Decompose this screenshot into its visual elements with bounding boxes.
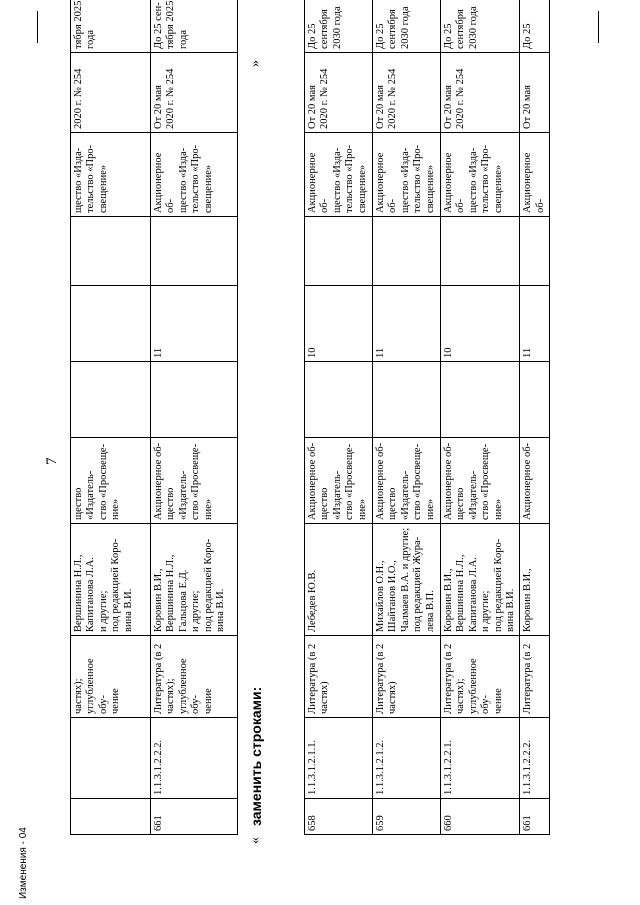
cell-num [71, 799, 151, 835]
cell-term: До 25 сентября 2030 года [441, 0, 520, 53]
cell-title: Литература (в 2 частях); углубленное обу- чение [441, 636, 520, 718]
cell-grade: 10 [305, 286, 373, 362]
cell-authors: Коровин В.И., Вершинина Н.Л., Капитанова Л.А. и другие; под редакцией Коро- вина В.И. [441, 524, 520, 636]
cell-empty [305, 362, 373, 438]
cell-code: 1.1.3.1.2.2.2. [151, 718, 238, 799]
cell-authors: Коровин В.И., Вершинина Н.Л., Гальцова Е.Д. и другие; под редакцией Коро- вина В.И. [151, 524, 238, 636]
cell-empty [520, 362, 550, 438]
cell-empty [520, 217, 550, 286]
cell-order: От 20 мая 2020 г. № 254 [305, 53, 373, 133]
cell-publisher: Акционерное об- щество «Издатель- ство «Просвеще- ние» [441, 438, 520, 524]
cell-authors: Лебедев Ю.В. [305, 524, 373, 636]
cell-order: 2020 г. № 254 [71, 53, 151, 133]
cell-grade: 11 [373, 286, 441, 362]
table-row [441, 0, 520, 835]
cell-title: Литература (в 2 [520, 636, 550, 718]
cell-rightholder: Акционерное об- щество «Изда- тельство «Про- свещение» [151, 133, 238, 217]
cell-code: 1.1.3.1.2.1.1. [305, 718, 373, 799]
table-row [520, 0, 550, 835]
cell-code: 1.1.3.1.2.1.2. [373, 718, 441, 799]
top-border-line [37, 11, 38, 43]
cell-empty [373, 362, 441, 438]
cell-title: Литература (в 2 частях) [305, 636, 373, 718]
cell-title: Литература (в 2 частях) [373, 636, 441, 718]
cell-order: От 20 мая 2020 г. № 254 [373, 53, 441, 133]
cell-num: 661 [520, 799, 550, 835]
cell-grade: 11 [520, 286, 550, 362]
cell-term: До 25 сентября 2030 года [305, 0, 373, 53]
table-continuation [70, 0, 238, 835]
cell-empty [71, 362, 151, 438]
opening-quote: « [248, 837, 263, 844]
cell-code: 1.1.3.1.2.2.2. [520, 718, 550, 799]
cell-authors: Коровин В.И., [520, 524, 550, 636]
table-row [373, 0, 441, 835]
cell-title: Литература (в 2 частях); углубленное обу- чение [151, 636, 238, 718]
cell-term: До 25 [520, 0, 550, 53]
cell-publisher: Акционерное об- щество «Издатель- ство «Просвеще- ние» [373, 438, 441, 524]
closing-quote: » [248, 60, 263, 67]
cell-term: До 25 сентября 2030 года [373, 0, 441, 53]
cell-authors: Михайлов О.Н., Шайтанов И.О., Чалмаев В.А. и другие; под редакцией Жура- лева В.П. [373, 524, 441, 636]
cell-order: От 20 мая 2020 г. № 254 [151, 53, 238, 133]
cell-rightholder: Акционерное об- щество «Изда- тельство «Про- свещение» [373, 133, 441, 217]
cell-publisher: Акционерное об- [520, 438, 550, 524]
table-replacement [304, 0, 550, 835]
cell-publisher: щество «Издатель- ство «Просвеще- ние» [71, 438, 151, 524]
cell-empty [441, 362, 520, 438]
cell-num: 658 [305, 799, 373, 835]
cell-publisher: Акционерное об- щество «Издатель- ство «Просвеще- ние» [151, 438, 238, 524]
cell-empty [305, 217, 373, 286]
cell-term: До 25 сен- тября 2025 года [151, 0, 238, 53]
cell-num: 660 [441, 799, 520, 835]
page-number: 7 [44, 457, 60, 465]
cell-title: частях); углубленное обу- чение [71, 636, 151, 718]
cell-grade [71, 286, 151, 362]
cell-empty [151, 362, 238, 438]
cell-empty [71, 217, 151, 286]
cell-publisher: Акционерное об- щество «Издатель- ство «Просвеще- ние» [305, 438, 373, 524]
cell-term: тября 2025 года [71, 0, 151, 53]
cell-num: 661 [151, 799, 238, 835]
cell-empty [373, 217, 441, 286]
cell-rightholder: Акционерное об- [520, 133, 550, 217]
cell-order: От 20 мая [520, 53, 550, 133]
cell-num: 659 [373, 799, 441, 835]
cell-rightholder: щество «Изда- тельство «Про- свещение» [71, 133, 151, 217]
table-row [305, 0, 373, 835]
cell-grade: 10 [441, 286, 520, 362]
table-row [71, 0, 151, 835]
replace-with-rows-label: заменить строками: [248, 686, 264, 826]
top-border-line [598, 11, 599, 43]
cell-rightholder: Акционерное об- щество «Изда- тельство «Про- свещение» [305, 133, 373, 217]
cell-grade: 11 [151, 286, 238, 362]
table-row [151, 0, 238, 835]
cell-code [71, 718, 151, 799]
cell-code: 1.1.3.1.2.2.1. [441, 718, 520, 799]
footer-code: Изменения - 04 [18, 827, 29, 899]
cell-rightholder: Акционерное об- щество «Изда- тельство «Про- свещение» [441, 133, 520, 217]
cell-empty [151, 217, 238, 286]
cell-authors: Вершинина Н.Л., Капитанова Л.А. и другие; под редакцией Коро- вина В.И. [71, 524, 151, 636]
cell-empty [441, 217, 520, 286]
cell-order: От 20 мая 2020 г. № 254 [441, 53, 520, 133]
